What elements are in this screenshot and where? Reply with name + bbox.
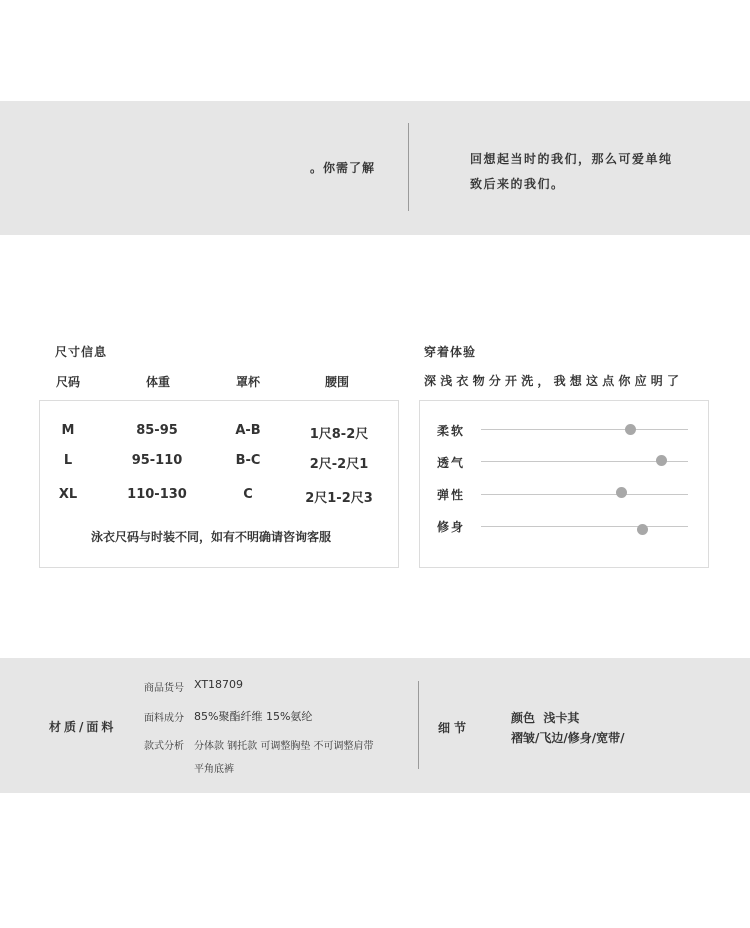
metric-track xyxy=(481,526,688,527)
cell-size: M xyxy=(61,423,75,438)
metric-label: 透气 xyxy=(437,456,466,470)
cell-weight: 95-110 xyxy=(131,453,183,468)
item-no-value: XT18709 xyxy=(194,678,244,691)
wear-subtitle: 深浅衣物分开洗，我想这点你应明了 xyxy=(424,374,684,388)
metric-dot xyxy=(656,455,667,466)
fabric-label: 面料成分 xyxy=(144,713,184,724)
cell-waist: 2尺1-2尺3 xyxy=(305,491,373,506)
size-note: 泳衣尺码与时装不同，如有不明确请咨询客服 xyxy=(91,530,332,544)
cell-weight: 85-95 xyxy=(136,423,178,438)
cell-cup: C xyxy=(243,487,253,502)
metric-dot xyxy=(625,424,636,435)
metric-label: 弹性 xyxy=(437,488,466,502)
metric-label: 柔软 xyxy=(437,424,466,438)
header-cup: 罩杯 xyxy=(235,375,260,389)
header-size: 尺码 xyxy=(56,375,81,389)
cell-cup: B-C xyxy=(235,453,261,468)
details-line2: 褶皱/飞边/修身/宽带/ xyxy=(511,731,625,745)
style-label: 款式分析 xyxy=(144,741,184,752)
wear-title: 穿着体验 xyxy=(424,345,477,359)
item-no-label: 商品货号 xyxy=(144,683,184,694)
details-line1: 颜色 浅卡其 xyxy=(511,711,580,725)
metric-track xyxy=(481,429,688,430)
intro-divider xyxy=(408,123,409,211)
size-info-title: 尺寸信息 xyxy=(55,345,108,359)
cell-waist: 1尺8-2尺 xyxy=(309,427,369,442)
header-weight: 体重 xyxy=(145,375,170,389)
cell-size: XL xyxy=(58,487,78,502)
intro-right-line2: 致后来的我们。 xyxy=(470,177,565,191)
metric-dot xyxy=(637,524,648,535)
metric-track xyxy=(481,494,688,495)
material-label: 材质/面料 xyxy=(49,720,117,734)
cell-size: L xyxy=(63,453,73,468)
metric-label: 修身 xyxy=(437,520,466,534)
intro-right-line1: 回想起当时的我们，那么可爱单纯 xyxy=(470,152,673,166)
cell-weight: 110-130 xyxy=(127,487,187,502)
intro-left-text: 。你需了解 xyxy=(310,161,376,175)
details-label: 细节 xyxy=(438,721,471,735)
material-divider xyxy=(418,681,419,769)
header-waist: 腰围 xyxy=(324,375,349,389)
cell-cup: A-B xyxy=(235,423,261,438)
fabric-value: 85%聚酯纤维 15%氨纶 xyxy=(194,710,313,723)
style-value-line1: 分体款 钢托款 可调整胸垫 不可调整肩带 xyxy=(194,741,374,752)
style-value-line2: 平角底裤 xyxy=(194,764,234,775)
cell-waist: 2尺-2尺1 xyxy=(309,457,369,472)
